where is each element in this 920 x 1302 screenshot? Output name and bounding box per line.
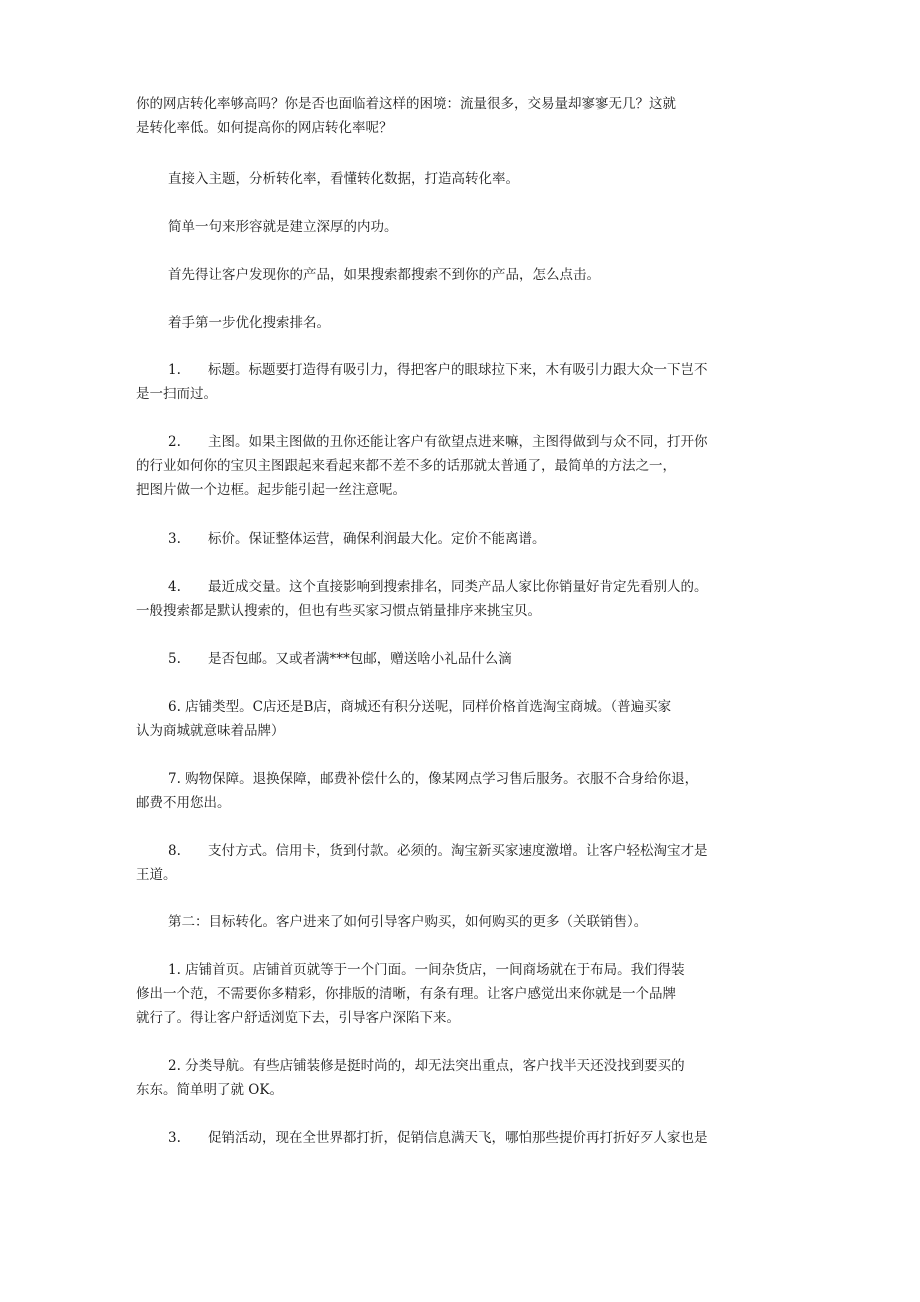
text-line [136,358,786,382]
text-line: 2. 分类导航。有些店铺装修是挺时尚的，却无法突出重点，客户找半天还没找到要买的 [168,1058,685,1074]
list-text: 标价。保证整体运营，确保利润最大化。定价不能离谱。 [208,531,546,547]
text-line: 王道。 [136,867,177,883]
section-heading [136,311,786,335]
text-line: 1. 店铺首页。店铺首页就等于一个门面。一间杂货店，一间商场就在于布局。我们得装 [168,962,685,978]
text-line: 着手第一步优化搜索排名。 [168,315,330,331]
text-line: 第二：目标转化。客户进来了如何引导客户购买，如何购买的更多（关联销售）。 [168,914,648,930]
list-number: 3. [168,531,181,547]
text-line: 邮费不用您出。 [136,795,231,811]
text-line [136,647,786,671]
list-item [136,430,786,502]
text-line: 是一扫而过。 [136,386,217,402]
text-line: 的行业如何你的宝贝主图跟起来看起来都不差不多的话那就太普通了，最简单的方法之一， [136,458,676,474]
list-number: 5. [168,651,181,667]
text-line: 就行了。得让客户舒适浏览下去，引导客户深陷下来。 [136,1010,460,1026]
section-heading [136,910,786,934]
text-line: 6. 店铺类型。C店还是B店，商城还有积分送呢，同样价格首选淘宝商城。（普遍买家 [168,699,672,715]
list-number: 3. [168,1130,181,1146]
list-number: 1. [168,362,181,378]
text-line [136,575,786,599]
text-line: 东东。简单明了就 OK。 [136,1082,283,1098]
text-line: 7. 购物保障。退换保障，邮费补偿什么的，像某网点学习售后服务。衣服不合身给你退， [168,771,699,787]
text-line: 一般搜索都是默认搜索的，但也有些买家习惯点销量排序来挑宝贝。 [136,603,541,619]
list-number: 4. [168,579,181,595]
list-text: 主图。如果主图做的丑你还能让客户有欲望点进来嘛，主图得做到与众不同，打开你 [208,434,708,450]
list-item [136,767,786,815]
list-item [136,839,786,887]
list-number: 8. [168,843,181,859]
list-text: 是否包邮。又或者满***包邮，赠送啥小礼品什么滴 [208,651,512,667]
text-line: 简单一句来形容就是建立深厚的内功。 [168,219,398,235]
list-item [136,358,786,406]
text-line: 把图片做一个边框。起步能引起一丝注意呢。 [136,482,406,498]
list-item [136,1054,786,1102]
text-line: 首先得让客户发现你的产品，如果搜索都搜索不到你的产品，怎么点击。 [168,267,600,283]
text-line: 你的网店转化率够高吗？你是否也面临着这样的困境：流量很多，交易量却寥寥无几？这就 [136,96,676,112]
text-line: 直接入主题，分析转化率，看懂转化数据，打造高转化率。 [168,171,519,187]
paragraph [136,263,786,287]
list-item [136,1126,786,1150]
list-text: 最近成交量。这个直接影响到搜索排名，同类产品人家比你销量好肯定先看别人的。 [208,579,708,595]
intro-paragraph [136,92,786,140]
text-line [136,839,786,863]
list-item [136,647,786,671]
list-text: 标题。标题要打造得有吸引力，得把客户的眼球拉下来，木有吸引力跟大众一下岂不 [208,362,708,378]
list-text: 支付方式。信用卡，货到付款。必须的。淘宝新买家速度激增。让客户轻松淘宝才是 [208,843,708,859]
text-line: 认为商城就意味着品牌） [136,723,285,739]
list-item [136,575,786,623]
text-line [136,527,786,551]
text-line: 是转化率低。如何提高你的网店转化率呢？ [136,120,393,136]
text-line [136,430,786,454]
text-line [136,1126,786,1150]
paragraph [136,215,786,239]
list-item [136,527,786,551]
list-text: 促销活动，现在全世界都打折，促销信息满天飞，哪怕那些提价再打折好歹人家也是 [208,1130,708,1146]
list-item [136,695,786,743]
text-line: 修出一个范，不需要你多精彩，你排版的清晰，有条有理。让客户感觉出来你就是一个品牌 [136,986,676,1002]
paragraph [136,167,786,191]
list-number: 2. [168,434,181,450]
list-item [136,958,786,1030]
